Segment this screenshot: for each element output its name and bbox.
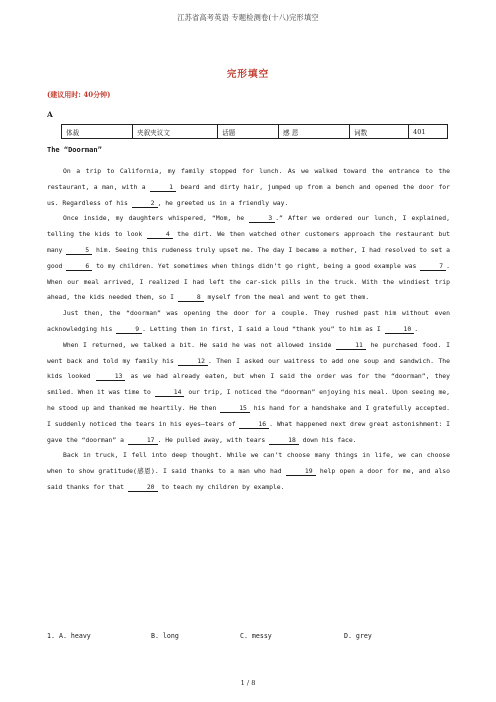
passage-text: myself from the meal and went to get them. bbox=[203, 293, 370, 302]
blank-11[interactable]: 11 bbox=[336, 341, 366, 350]
blank-6[interactable]: 6 bbox=[66, 262, 92, 271]
blank-2[interactable]: 2 bbox=[132, 199, 158, 208]
running-header: 江苏省高考英语 专题检测卷(十八)完形填空 bbox=[177, 13, 319, 22]
blank-3[interactable]: 3 bbox=[249, 214, 275, 223]
blank-14[interactable]: 14 bbox=[155, 388, 185, 397]
blank-15[interactable]: 15 bbox=[220, 404, 250, 413]
passage-text: beard and dirty hair, jumped up from a bench and opened the door for us. Regardless of his bbox=[47, 182, 450, 207]
passage bbox=[47, 164, 450, 496]
blank-12[interactable]: 12 bbox=[178, 357, 208, 366]
passage-text: to teach my children by example. bbox=[157, 482, 285, 491]
passage-text: Just then, the “doorman” was opening the door for a couple. They rushed past him without even acknowledging his bbox=[47, 309, 450, 333]
passage-text: he purchased food. I went back and told my family his bbox=[47, 340, 450, 365]
passage-text: . Then I asked our waitress to add one soup and sandwich. The kids looked bbox=[47, 356, 450, 381]
passage-text: Back in truck, I fell into deep thought. While we can’t choose many things in life, we can choose when to show gratitude(感恩). I said thanks to a man who had bbox=[47, 451, 450, 476]
blank-10[interactable]: 10 bbox=[385, 325, 415, 334]
topic-value: 感 恩 bbox=[279, 125, 350, 139]
blank-19[interactable]: 19 bbox=[286, 467, 316, 476]
option-b[interactable]: B. long bbox=[151, 632, 179, 640]
passage-text: down his face. bbox=[298, 435, 357, 444]
blank-1[interactable]: 1 bbox=[150, 183, 176, 192]
topic-label: 话题 bbox=[218, 125, 279, 139]
blank-7[interactable]: 7 bbox=[420, 262, 446, 271]
page-title: 完形填空 bbox=[226, 69, 270, 80]
question-number: 1. bbox=[47, 632, 55, 640]
section-label: A bbox=[47, 110, 53, 119]
passage-text: . Letting them in first, I said a loud “thank you” to him as I bbox=[142, 324, 385, 333]
passage-text: as we had already eaten, but when I said the order was for the “doorman”, they smiled. When it was time to bbox=[47, 372, 451, 397]
blank-5[interactable]: 5 bbox=[66, 246, 92, 255]
word-count-value: 401 bbox=[409, 125, 448, 139]
word-count-label: 词数 bbox=[350, 125, 409, 139]
blank-4[interactable]: 4 bbox=[147, 230, 173, 239]
blank-9[interactable]: 9 bbox=[116, 325, 142, 334]
story-title: The “Doorman” bbox=[47, 146, 102, 154]
passage-text: On a trip to California, my family stopped for lunch. As we walked toward the entrance to the restaurant, a man, with a bbox=[47, 167, 450, 191]
info-table-row bbox=[62, 125, 448, 139]
passage-text: to my children. Yet sometimes when things didn’t go right, being a good example was bbox=[92, 261, 421, 270]
passage-text: .” After we ordered our lunch, I explained, telling the kids to look bbox=[47, 214, 450, 239]
blank-18[interactable]: 18 bbox=[269, 436, 299, 445]
paragraph bbox=[47, 306, 450, 338]
passage-text: When I returned, we talked a bit. He said he was not allowed inside bbox=[63, 340, 337, 349]
passage-text: . bbox=[414, 324, 419, 333]
blank-17[interactable]: 17 bbox=[128, 436, 158, 445]
passage-text: . What happened next drew great astonishment: I gave the “doorman” a bbox=[47, 419, 450, 444]
passage-text: him. Seeing this rudeness truly upset me. The day I became a mother, I had resolved to set a good bbox=[47, 245, 450, 270]
blank-16[interactable]: 16 bbox=[239, 420, 269, 429]
paragraph bbox=[47, 211, 450, 306]
paragraph bbox=[47, 164, 450, 211]
passage-text: , he greeted us in a friendly way. bbox=[157, 198, 289, 207]
blank-20[interactable]: 20 bbox=[128, 483, 158, 492]
passage-text: . He pulled away, with tears bbox=[157, 435, 270, 444]
blank-13[interactable]: 13 bbox=[96, 372, 126, 381]
paragraph bbox=[47, 338, 450, 449]
blank-8[interactable]: 8 bbox=[178, 293, 204, 302]
option-c[interactable]: C. messy bbox=[240, 632, 272, 640]
option-d[interactable]: D. grey bbox=[344, 632, 372, 640]
passage-text: help open a door for me, and also said thanks for that bbox=[47, 467, 450, 491]
passage-text: his hand for a handshake and I gratefully accepted. I suddenly noticed the tears in his eyes—tears of bbox=[47, 403, 450, 428]
page-number: 1 / 8 bbox=[240, 679, 256, 687]
time-note: (建议用时: 40分钟) bbox=[47, 90, 111, 99]
genre-value: 夹叙夹议文 bbox=[133, 125, 218, 139]
paragraph bbox=[47, 448, 450, 495]
genre-label: 体裁 bbox=[62, 125, 133, 139]
info-table bbox=[61, 124, 448, 139]
passage-text: Once inside, my daughters whispered, “Mom, he bbox=[63, 214, 250, 223]
passage-text: our trip, I noticed the “doorman” enjoying his meal. Upon seeing me, he stood up and thanked me heartily. He then bbox=[47, 388, 450, 412]
passage-text: . When our meal arrived, I realized I had left the car-sick pills in the truck. With the windiest trip ahead, the kids needed them, so I bbox=[47, 261, 450, 302]
passage-text: the dirt. We then watched other customers approach the restaurant but many bbox=[47, 230, 451, 254]
option-a[interactable]: A. heavy bbox=[59, 632, 91, 640]
